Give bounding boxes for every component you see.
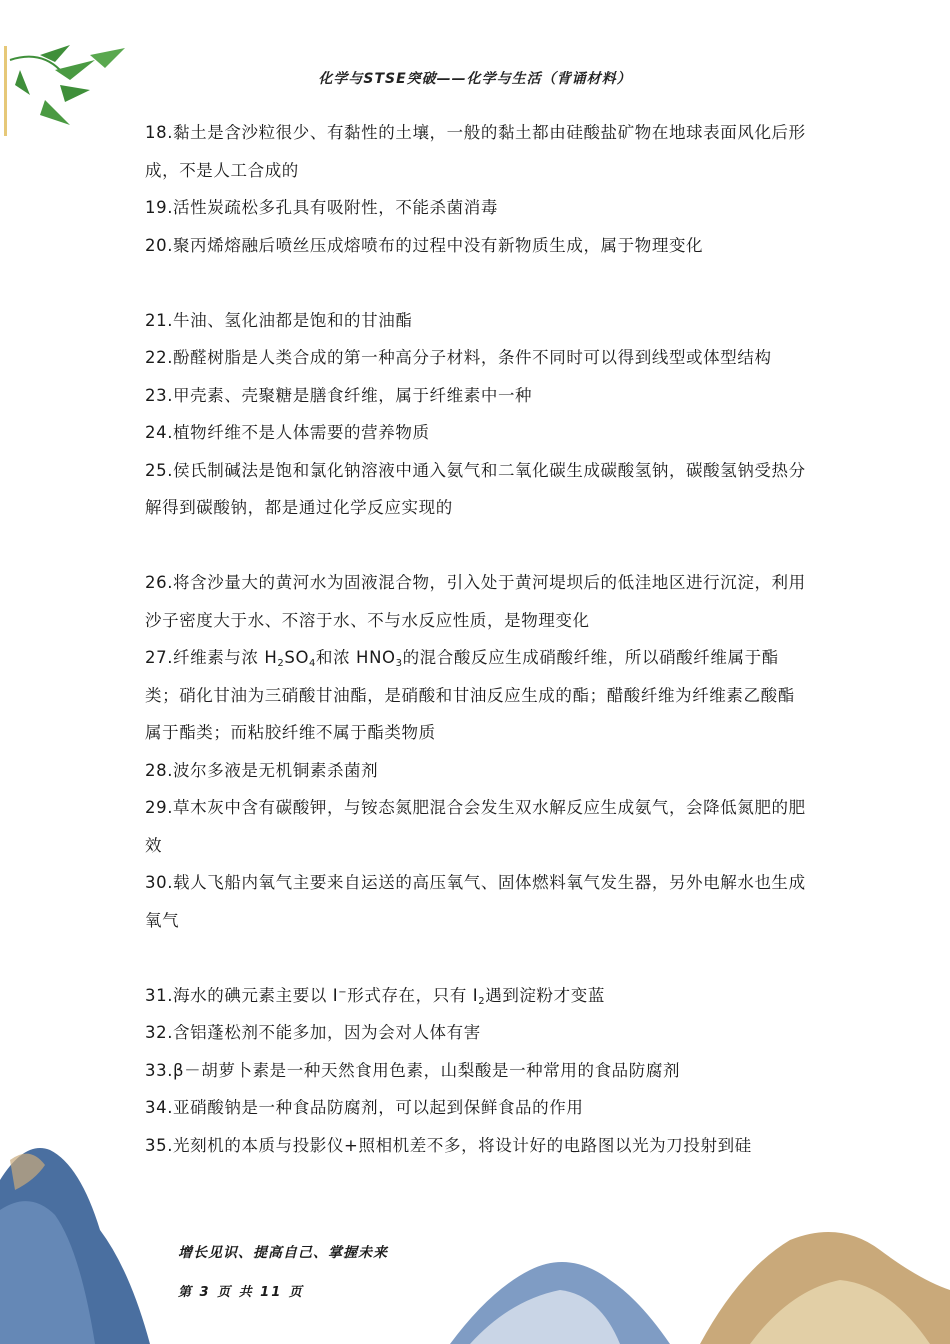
- page-header: 化学与STSE突破——化学与生活（背诵材料）: [318, 71, 632, 87]
- list-item: 30.载人飞船内氧气主要来自运送的高压氧气、固体燃料氧气发生器，另外电解水也生成氧气: [145, 873, 806, 930]
- list-item: 27.纤维素与浓 $H_2SO_4$和浓 $HNO_3$的混合酸反应生成硝酸纤维，所以硝酸纤维属于酯类；硝化甘油为三硝酸甘油酯，是硝酸和甘油反应生成的酯；醋酸纤维为纤维素乙酸酯属于酯类；而粘胶纤维不属于酯类物质: [145, 648, 795, 742]
- list-item: 24.植物纤维不是人体需要的营养物质: [145, 423, 430, 442]
- list-item: 19.活性炭疏松多孔具有吸附性，不能杀菌消毒: [145, 198, 498, 217]
- page-number: 第 3 页 共 11 页: [178, 1285, 304, 1300]
- list-item: 31.海水的碘元素主要以 I−形式存在，只有 $I_2$遇到淀粉才变蓝: [145, 985, 605, 1007]
- list-item: 25.侯氏制碱法是饱和氯化钠溶液中通入氨气和二氧化碳生成碳酸氢钠，碳酸氢钠受热分解得到碳酸钠，都是通过化学反应实现的: [145, 460, 806, 517]
- list-item: 23.甲壳素、壳聚糖是膳食纤维，属于纤维素中一种: [145, 385, 533, 405]
- mountain-decoration-icon: [450, 1210, 950, 1344]
- mountain-decoration-icon: [0, 1120, 180, 1344]
- list-item: 34.亚硝酸钠是一种食品防腐剂，可以起到保鲜食品的作用: [145, 1098, 584, 1117]
- list-item: 28.波尔多液是无机铜素杀菌剂: [145, 760, 379, 780]
- list-item: 18.黏土是含沙粒很少、有黏性的土壤，一般的黏土都由硅酸盐矿物在地球表面风化后形成，不是人工合成的: [145, 123, 806, 180]
- list-item: 26.将含沙量大的黄河水为固液混合物，引入处于黄河堤坝后的低洼地区进行沉淀，利用沙子密度大于水、不溶于水、不与水反应性质，是物理变化: [145, 573, 806, 630]
- list-item: 29.草木灰中含有碳酸钾，与铵态氮肥混合会发生双水解反应生成氨气，会降低氮肥的肥效: [145, 798, 806, 855]
- list-item: 22.酚醛树脂是人类合成的第一种高分子材料，条件不同时可以得到线型或体型结构: [145, 348, 772, 367]
- list-item: 21.牛油、氢化油都是饱和的甘油酯: [145, 310, 413, 330]
- content-body: [145, 114, 810, 1164]
- footer-motto: 增长见识、提高自己、掌握未来: [178, 1245, 388, 1261]
- list-item: 32.含铝蓬松剂不能多加，因为会对人体有害: [145, 1023, 481, 1042]
- list-item: 20.聚丙烯熔融后喷丝压成熔喷布的过程中没有新物质生成，属于物理变化: [145, 235, 704, 255]
- list-item: 33.β－胡萝卜素是一种天然食用色素，山梨酸是一种常用的食品防腐剂: [145, 1060, 681, 1080]
- bamboo-decoration-icon: [0, 40, 140, 150]
- list-item: 35.光刻机的本质与投影仪+照相机差不多，将设计好的电路图以光为刀投射到硅: [145, 1135, 752, 1155]
